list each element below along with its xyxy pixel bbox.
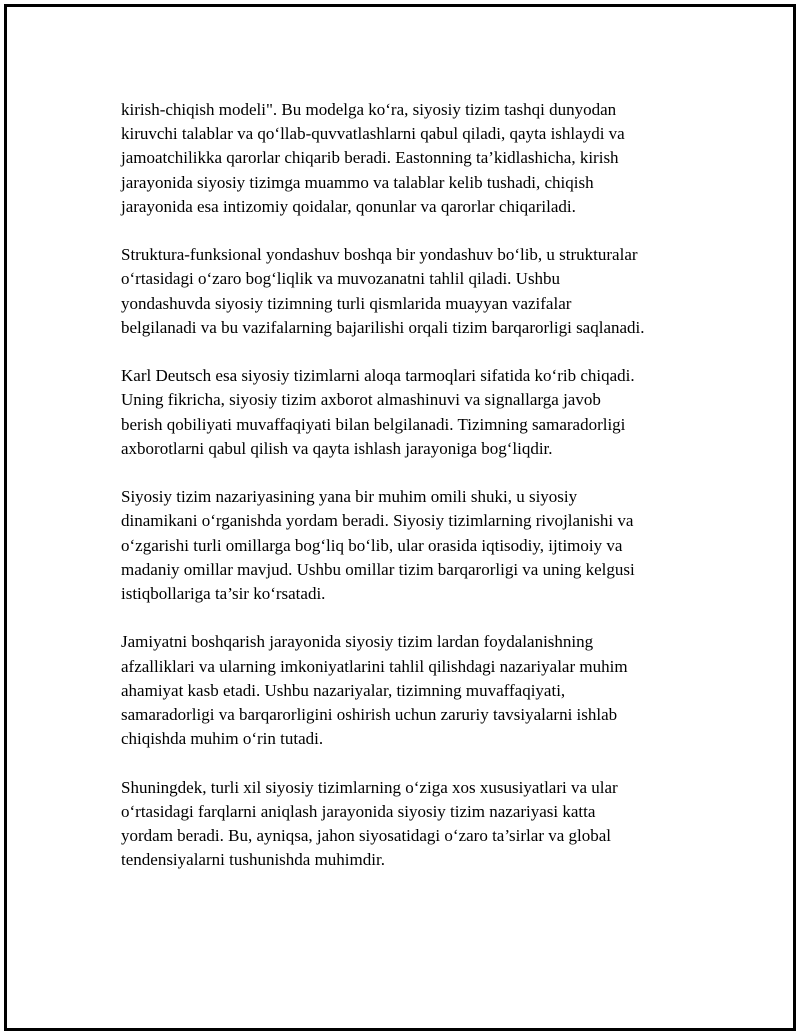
text-line: o‘rtasidagi farqlarni aniqlash jarayonida siyosiy tizim nazariyasi katta bbox=[121, 801, 596, 821]
text-line: o‘rtasidagi o‘zaro bog‘liqlik va muvozanatni tahlil qiladi. Ushbu bbox=[121, 269, 561, 289]
page-frame bbox=[4, 4, 796, 1031]
text-line: ahamiyat kasb etadi. Ushbu nazariyalar, tizimning muvaffaqiyati, bbox=[121, 680, 566, 700]
paragraph bbox=[121, 364, 701, 461]
text-line: Uning fikricha, siyosiy tizim axborot almashinuvi va signallarga javob bbox=[121, 390, 601, 410]
text-line: Jamiyatni boshqarish jarayonida siyosiy tizim lardan foydalanishning bbox=[121, 632, 594, 652]
text-line: samaradorligi va barqarorligini oshirish uchun zaruriy tavsiyalarni ishlab bbox=[121, 705, 618, 725]
paragraph bbox=[121, 776, 701, 873]
text-line: Karl Deutsch esa siyosiy tizimlarni aloqa tarmoqlari sifatida ko‘rib chiqadi. bbox=[121, 366, 635, 386]
text-line: afzalliklari va ularning imkoniyatlarini tahlil qilishdagi nazariyalar muhim bbox=[121, 656, 628, 676]
text-line: axborotlarni qabul qilish va qayta ishlash jarayoniga bog‘liqdir. bbox=[121, 438, 553, 458]
text-line: Shuningdek, turli xil siyosiy tizimlarning o‘ziga xos xususiyatlari va ular bbox=[121, 777, 618, 797]
text-line: jarayonida esa intizomiy qoidalar, qonunlar va qarorlar chiqariladi. bbox=[121, 196, 576, 216]
text-line: jamoatchilikka qarorlar chiqarib beradi. Eastonning ta’kidlashicha, kirish bbox=[121, 148, 619, 168]
paragraph bbox=[121, 243, 701, 340]
paragraph bbox=[121, 485, 701, 606]
text-line: dinamikani o‘rganishda yordam beradi. Siyosiy tizimlarning rivojlanishi va bbox=[121, 511, 634, 531]
text-line: o‘zgarishi turli omillarga bog‘liq bo‘lib, ular orasida iqtisodiy, ijtimoiy va bbox=[121, 535, 623, 555]
text-line: jarayonida siyosiy tizimga muammo va talablar kelib tushadi, chiqish bbox=[121, 172, 594, 192]
text-line: Struktura-funksional yondashuv boshqa bir yondashuv bo‘lib, u strukturalar bbox=[121, 245, 638, 265]
document-body bbox=[121, 98, 701, 897]
text-line: chiqishda muhim o‘rin tutadi. bbox=[121, 729, 324, 749]
text-line: yordam beradi. Bu, ayniqsa, jahon siyosatidagi o‘zaro ta’sirlar va global bbox=[121, 826, 612, 846]
text-line: tendensiyalarni tushunishda muhimdir. bbox=[121, 850, 385, 870]
text-line: istiqbollariga ta’sir ko‘rsatadi. bbox=[121, 584, 326, 604]
text-line: yondashuvda siyosiy tizimning turli qismlarida muayyan vazifalar bbox=[121, 293, 572, 313]
paragraph bbox=[121, 98, 701, 219]
text-line: belgilanadi va bu vazifalarning bajarilishi orqali tizim barqarorligi saqlanadi. bbox=[121, 317, 645, 337]
text-line: madaniy omillar mavjud. Ushbu omillar tizim barqarorligi va uning kelgusi bbox=[121, 559, 635, 579]
text-line: kirish-chiqish modeli". Bu modelga ko‘ra, siyosiy tizim tashqi dunyodan bbox=[121, 100, 617, 119]
text-line: berish qobiliyati muvaffaqiyati bilan belgilanadi. Tizimning samaradorligi bbox=[121, 414, 626, 434]
paragraph bbox=[121, 630, 701, 751]
text-line: Siyosiy tizim nazariyasining yana bir muhim omili shuki, u siyosiy bbox=[121, 487, 578, 507]
text-line: kiruvchi talablar va qo‘llab-quvvatlashlarni qabul qiladi, qayta ishlaydi va bbox=[121, 124, 625, 144]
